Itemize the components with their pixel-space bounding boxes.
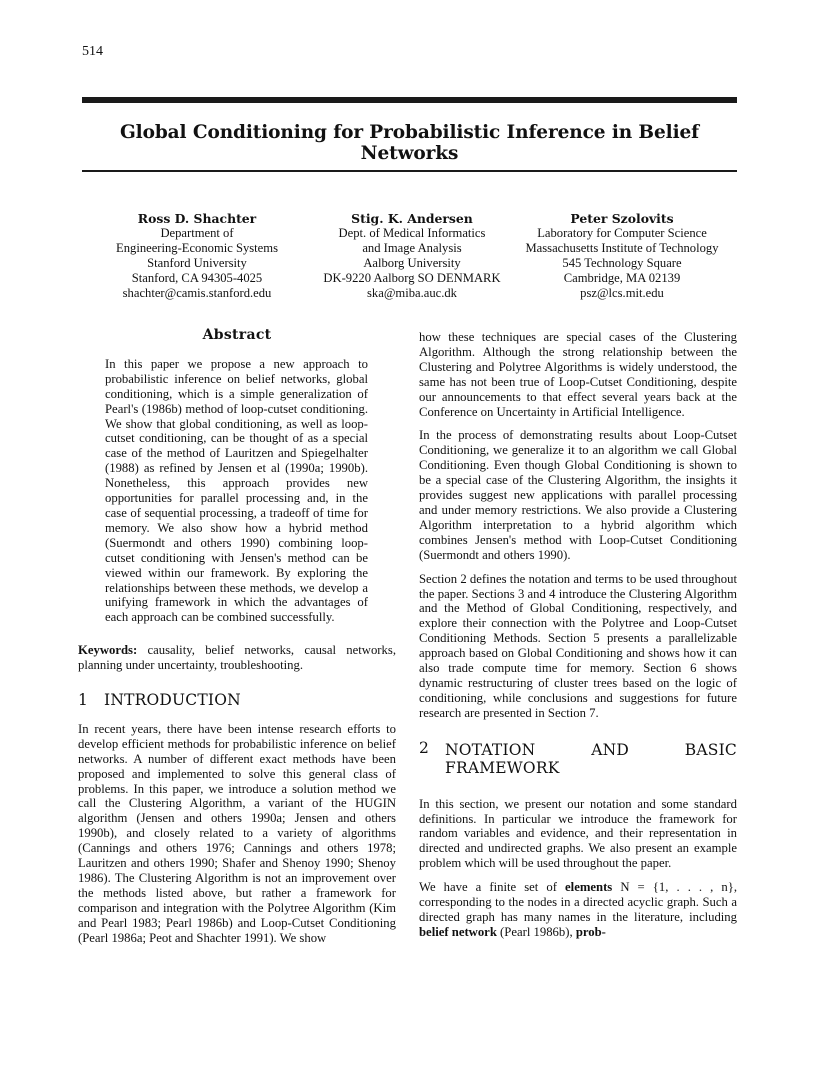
section-2-heading xyxy=(419,738,737,777)
keywords-label: Keywords: xyxy=(78,643,138,658)
author-affiliation-line: Laboratory for Computer Science xyxy=(537,226,707,240)
author-address-line: DK-9220 Aalborg SO DENMARK xyxy=(323,271,501,285)
section-1-heading xyxy=(78,693,396,708)
intro-paragraph-1: In recent years, there have been intense research efforts to develop efficient methods for probabilistic inference on belief networks. A number of different exact methods have been proposed and implemented to solve this general class of problems. In this paper, we introduce a solution method we call the Clustering Algorithm, a variant of the HUGIN algorithm (Jensen and others 1990a; Jensen and others 1990b), and closely related to a variety of algorithms (Cannings and others 1976; Cannings and others 1978; Lauritzen and others 1990; Shafer and Shenoy 1990; Shenoy 1986). The Clustering Algorithm is not an improvement over the methods listed above, but rather a framework for comparison and integration with the Polytree Algorithm (Kim and Pearl 1983; Pearl 1986b) and Loop-Cutset Conditioning (Pearl 1986a; Peot and Shachter 1991). We show xyxy=(78,721,396,945)
author-address-line: Stanford, CA 94305-4025 xyxy=(131,271,263,285)
author-affiliation-line: and Image Analysis xyxy=(362,241,462,255)
intro-paragraph-2: In the process of demonstrating results about Loop-Cutset Conditioning, we generalize it to an algorithm we call Global Conditioning. Even though Global Conditioning is shown to be a special case of the Clustering Algorithm, the insights it provides suggest new applications with parallel processing and under memory restrictions. We also provide a Clustering Algorithm interpretation to a hybrid algorithm which combines Jensen's method with Loop-Cutset Conditioning (Suermondt and others 1990). xyxy=(419,428,737,562)
author-name: Ross D. Shachter xyxy=(137,211,257,226)
author-email: ska@miba.auc.dk xyxy=(367,286,457,300)
author-name: Peter Szolovits xyxy=(570,211,674,226)
author-affiliation-line: Stanford University xyxy=(147,256,247,270)
abstract-heading: Abstract xyxy=(202,327,272,343)
author-email: psz@lcs.mit.edu xyxy=(580,286,664,300)
intro-paragraph-3: Section 2 defines the notation and terms to be used throughout the paper. Sections 3 and 4 introduce the Clustering Algorithm and the Method of Global Conditioning, respectively, and explore their connection with the Polytree and Loop-Cutset Conditioning Methods. Section 5 presents a parallelizable approach based on Global Conditioning and shows how it can also trade compute time for memory. Section 6 shows dynamic restructuring of cluster trees based on the logic of conditioning, while conclusions and suggestions for future research are presented in Section 7. xyxy=(419,571,737,720)
text-run: (Pearl 1986b), xyxy=(500,924,573,939)
keywords-text: causality, belief networks, causal networks, planning under uncertainty, troubleshooting. xyxy=(78,643,396,673)
author-affiliation-line: Dept. of Medical Informatics xyxy=(338,226,486,240)
author-name: Stig. K. Andersen xyxy=(351,211,473,226)
author-shachter xyxy=(82,211,312,301)
author-affiliation-line: Engineering-Economic Systems xyxy=(116,241,278,255)
author-email: shachter@camis.stanford.edu xyxy=(122,286,272,300)
author-address-line: 545 Technology Square xyxy=(562,256,682,270)
section-title: NOTATION AND BASIC FRAMEWORK xyxy=(445,740,737,777)
author-affiliation-line: Aalborg University xyxy=(363,256,461,270)
author-block xyxy=(82,211,737,306)
notation-paragraph-2 xyxy=(419,880,737,940)
section-title: INTRODUCTION xyxy=(104,691,241,710)
right-column xyxy=(419,330,737,949)
intro-paragraph-1-continued: how these techniques are special cases of the Clustering Algorithm. Although the strong relationship between the Clustering and Polytree Algorithms is widely understood, the same has not been true of Loop-Cutset Conditioning, despite our announcements to that effect several years back at the Conference on Uncertainty in Artificial Intelligence. xyxy=(419,330,737,419)
notation-paragraph-1: In this section, we present our notation and some standard definitions. In particular we introduce the framework for random variables and evidence, and their representation in directed and undirected graphs. We also present an example problem which will be used throughout the paper. xyxy=(419,796,737,871)
text-run: We have a finite set of xyxy=(419,880,557,895)
paper-title: Global Conditioning for Probabilistic Inference in Belief Networks xyxy=(119,122,700,164)
author-address-line: Cambridge, MA 02139 xyxy=(563,271,681,285)
term-elements: elements xyxy=(565,880,613,895)
section-number: 1 xyxy=(78,691,89,710)
abstract-text: In this paper we propose a new approach to probabilistic inference on belief networks, global conditioning, which is a simple generalization of Pearl's (1986b) method of loop-cutset conditioning. We show that global conditioning, as well as loop-cutset conditioning, can be thought of as a special case of the method of Lauritzen and Spiegelhalter (1988) as refined by Jensen et al (1990a; 1990b). Nonetheless, this approach provides new opportunities for parallel processing and, in the case of sequential processing, a tradeoff of time for memory. We also show how a hybrid method (Suermondt and others 1990) combining loop-cutset conditioning with Jensen's method can be viewed within our framework. By exploring the relationships between these methods, we develop a unifying framework in which the advantages of each approach can be combined successfully. xyxy=(105,356,368,625)
term-belief-network: belief network xyxy=(419,924,497,939)
page-number: 514 xyxy=(82,44,103,59)
section-number: 2 xyxy=(419,738,430,757)
text-run: N = {1, . . . , n}, corresponding to the nodes in a directed acyclic graph. Such a directed graph has many names in the literature, including xyxy=(419,880,738,924)
author-andersen xyxy=(287,211,537,301)
author-affiliation-line: Massachusetts Institute of Technology xyxy=(525,241,719,255)
keywords xyxy=(78,643,396,673)
title-rule-top xyxy=(82,97,737,103)
term-prob: prob- xyxy=(575,924,606,939)
author-affiliation-line: Department of xyxy=(160,226,234,240)
title-rule-bottom xyxy=(82,170,737,172)
author-szolovits xyxy=(502,211,742,301)
left-column xyxy=(78,328,396,955)
